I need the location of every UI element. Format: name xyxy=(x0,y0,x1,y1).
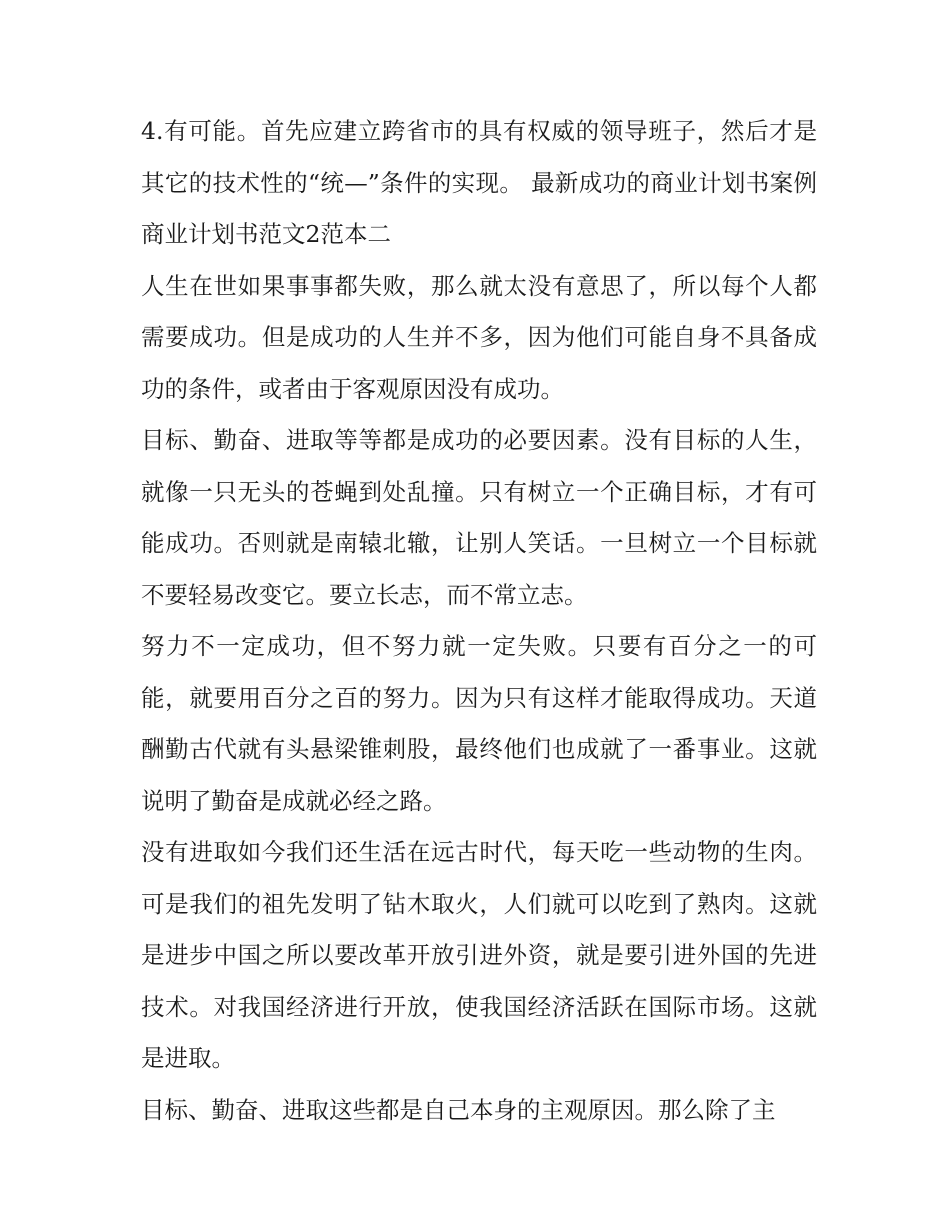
paragraph-1: 4.有可能。首先应建立跨省市的具有权威的领导班子，然后才是其它的技术性的“统—”条件的实现。 最新成功的商业计划书案例商业计划书范文2范本二 xyxy=(141,117,817,248)
paragraph-4: 努力不一定成功，但不努力就一定失败。只要有百分之一的可能，就要用百分之百的努力。因为只有这样才能取得成功。天道酬勤古代就有头悬梁锥刺股，最终他们也成就了一番事业。这就说明了勤奋是成就必经之路。 xyxy=(141,632,817,815)
paragraph-6: 目标、勤奋、进取这些都是自己本身的主观原因。那么除了主 xyxy=(141,1095,776,1124)
paragraph-2: 人生在世如果事事都失败，那么就太没有意思了，所以每个人都需要成功。但是成功的人生并不多，因为他们可能自身不具备成功的条件，或者由于客观原因没有成功。 xyxy=(141,271,817,403)
paragraph-5: 没有进取如今我们还生活在远古时代，每天吃一些动物的生肉。可是我们的祖先发明了钻木取火，人们就可以吃到了熟肉。这就是进步中国之所以要改革开放引进外资，就是要引进外国的先进技术。对我国经济进行开放，使我国经济活跃在国际市场。这就是进取。 xyxy=(141,838,817,1072)
paragraph-3: 目标、勤奋、进取等等都是成功的必要因素。没有目标的人生，就像一只无头的苍蝇到处乱撞。只有树立一个正确目标，才有可能成功。否则就是南辕北辙，让别人笑话。一旦树立一个目标就不要轻易改变它。要立长志，而不常立志。 xyxy=(141,426,817,609)
document-body xyxy=(141,106,817,1136)
